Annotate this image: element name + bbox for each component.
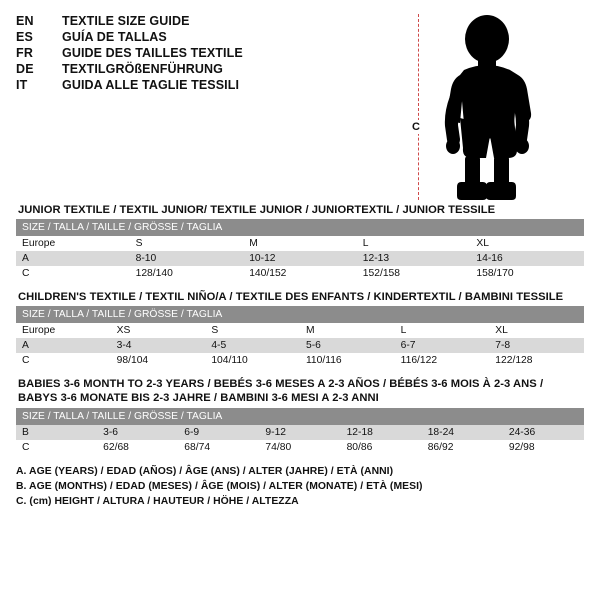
cell-value: 122/128 [489, 353, 584, 368]
column-label: M [243, 236, 357, 251]
section-junior-textile [16, 204, 584, 281]
cell-value: 74/80 [259, 440, 340, 455]
language-code: FR [16, 46, 34, 60]
figure-area [396, 14, 584, 204]
size-header-label: SIZE / TALLA / TAILLE / GRÖSSE / TAGLIA [16, 306, 584, 323]
legend-line-a: A. AGE (YEARS) / EDAD (AÑOS) / ÂGE (ANS) / ALTER (JAHRE) / ETÀ (ANNI) [16, 466, 394, 478]
language-title: GUIDA ALLE TAGLIE TESSILI [62, 78, 240, 92]
column-label: XL [470, 236, 584, 251]
table-row [16, 353, 584, 368]
section-title: JUNIOR TEXTILE / TEXTIL JUNIOR/ TEXTILE JUNIOR / JUNIORTEXTIL / JUNIOR TESSILE [18, 204, 496, 216]
cell-value: 104/110 [205, 353, 300, 368]
column-label: Europe [16, 236, 130, 251]
legend [16, 465, 584, 509]
header [16, 14, 584, 204]
language-title: TEXTILE SIZE GUIDE [62, 14, 190, 28]
cell-value: 14-16 [470, 251, 584, 266]
language-code: DE [16, 62, 34, 76]
row-label: C [16, 353, 111, 368]
cell-value: 152/158 [357, 266, 471, 281]
cell-value: 10-12 [243, 251, 357, 266]
height-guide-line [418, 14, 419, 200]
language-title: TEXTILGRÖßENFÜHRUNG [62, 62, 223, 76]
column-label: L [357, 236, 471, 251]
cell-value: 128/140 [130, 266, 244, 281]
table-row [16, 425, 584, 440]
table-row-columns [16, 323, 584, 338]
cell-value: 140/152 [243, 266, 357, 281]
legend-line-b: B. AGE (MONTHS) / EDAD (MESES) / ÂGE (MOIS) / ALTER (MONATE) / ETÀ (MESI) [16, 481, 423, 493]
row-label: C [16, 266, 130, 281]
column-label: M [300, 323, 395, 338]
row-label: A [16, 338, 111, 353]
language-code: IT [16, 78, 28, 92]
row-label: A [16, 251, 130, 266]
table-header-row [16, 219, 584, 236]
cell-value: 158/170 [470, 266, 584, 281]
language-row-it [16, 78, 396, 92]
table-row [16, 440, 584, 455]
child-silhouette-icon [428, 14, 568, 200]
table-header-row [16, 408, 584, 425]
cell-value: 116/122 [395, 353, 490, 368]
row-label: B [16, 425, 97, 440]
cell-value: 3-6 [97, 425, 178, 440]
language-title: GUIDE DES TAILLES TEXTILE [62, 46, 243, 60]
column-label: XL [489, 323, 584, 338]
height-measure-label: C [412, 121, 420, 133]
section-babies-textile [16, 378, 584, 455]
language-row-en [16, 14, 396, 28]
table-row-columns [16, 236, 584, 251]
cell-value: 6-7 [395, 338, 490, 353]
cell-value: 6-9 [178, 425, 259, 440]
column-label: XS [111, 323, 206, 338]
legend-line-c: C. (cm) HEIGHT / ALTURA / HAUTEUR / HÖHE / ALTEZZA [16, 495, 299, 507]
language-code: ES [16, 30, 34, 44]
cell-value: 98/104 [111, 353, 206, 368]
section-title: BABIES 3-6 MONTH TO 2-3 YEARS / BEBÉS 3-6 MESES A 2-3 AÑOS / BÉBÉS 3-6 MOIS À 2-3 ANS / BABYS 3-6 MONATE BIS 2-3 JAHRE / BAMBINI 3-6 MESI A 2-3 ANNI [18, 378, 544, 404]
cell-value: 9-12 [259, 425, 340, 440]
table-header-row [16, 306, 584, 323]
language-row-de [16, 62, 396, 76]
table-row [16, 251, 584, 266]
row-label: C [16, 440, 97, 455]
size-header-label: SIZE / TALLA / TAILLE / GRÖSSE / TAGLIA [16, 408, 584, 425]
cell-value: 12-18 [341, 425, 422, 440]
cell-value: 12-13 [357, 251, 471, 266]
section-childrens-textile [16, 291, 584, 368]
cell-value: 8-10 [130, 251, 244, 266]
language-title: GUÍA DE TALLAS [62, 30, 167, 44]
language-code: EN [16, 14, 34, 28]
cell-value: 80/86 [341, 440, 422, 455]
cell-value: 3-4 [111, 338, 206, 353]
cell-value: 86/92 [422, 440, 503, 455]
size-header-label: SIZE / TALLA / TAILLE / GRÖSSE / TAGLIA [16, 219, 584, 236]
cell-value: 62/68 [97, 440, 178, 455]
column-label: Europe [16, 323, 111, 338]
cell-value: 110/116 [300, 353, 395, 368]
cell-value: 68/74 [178, 440, 259, 455]
table-row [16, 338, 584, 353]
cell-value: 24-36 [503, 425, 584, 440]
table-row [16, 266, 584, 281]
language-row-es [16, 30, 396, 44]
cell-value: 7-8 [489, 338, 584, 353]
junior-size-table [16, 219, 584, 281]
section-title: CHILDREN'S TEXTILE / TEXTIL NIÑO/A / TEXTILE DES ENFANTS / KINDERTEXTIL / BAMBINI TESSILE [18, 291, 564, 303]
cell-value: 92/98 [503, 440, 584, 455]
babies-size-table [16, 408, 584, 455]
cell-value: 5-6 [300, 338, 395, 353]
cell-value: 4-5 [205, 338, 300, 353]
language-row-fr [16, 46, 396, 60]
language-titles [16, 14, 396, 94]
column-label: L [395, 323, 490, 338]
cell-value: 18-24 [422, 425, 503, 440]
column-label: S [205, 323, 300, 338]
column-label: S [130, 236, 244, 251]
children-size-table [16, 306, 584, 368]
